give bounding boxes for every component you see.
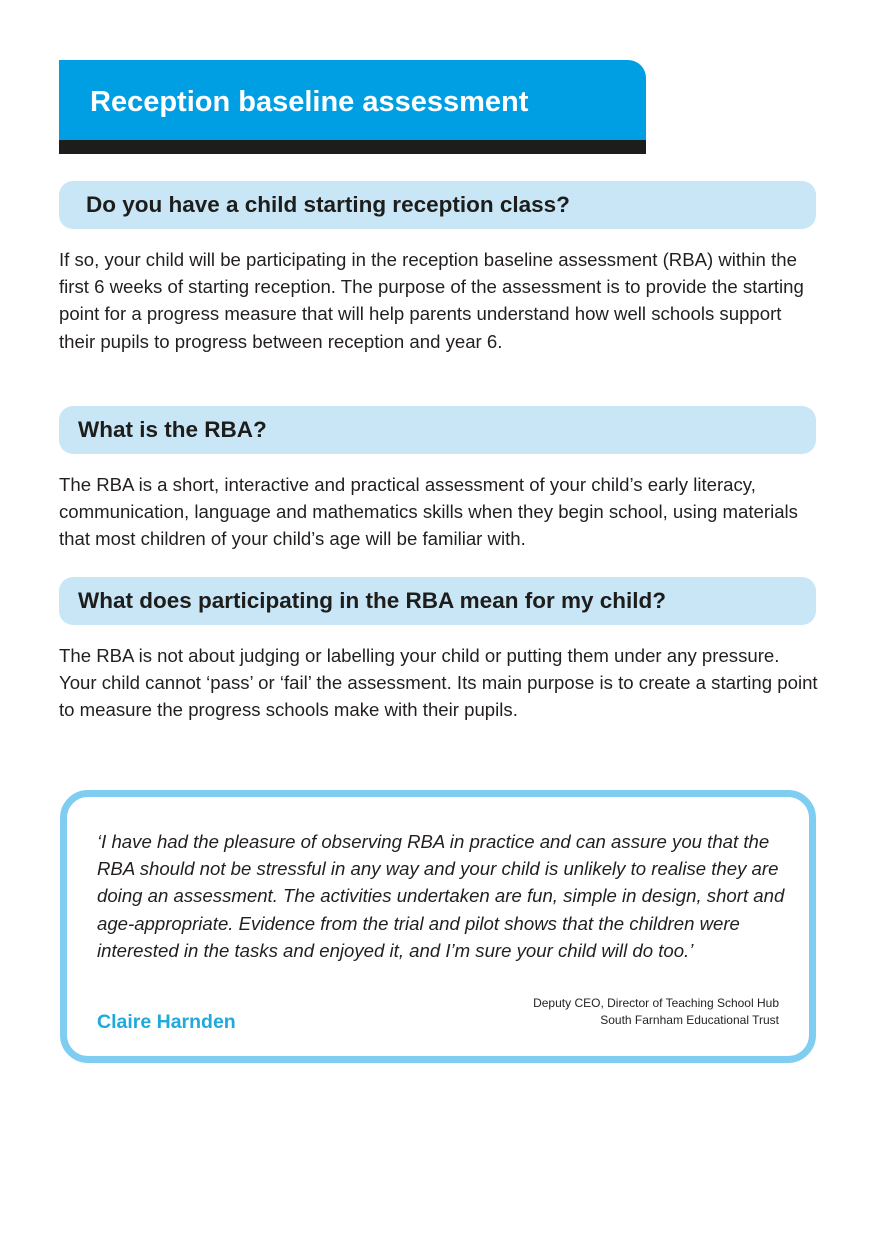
- section-paragraph-what-is-rba: The RBA is a short, interactive and practical assessment of your child’s early literacy, communication, language and mathematics skills when they begin school, using materials that most children of your child’s age will be familiar with.: [59, 474, 798, 550]
- section-heading-rba-meaning: [59, 577, 816, 625]
- author-role-line: Deputy CEO, Director of Teaching School Hub: [533, 996, 779, 1010]
- section-heading-text: What does participating in the RBA mean for my child?: [78, 588, 666, 613]
- title-banner-underline: [59, 140, 646, 154]
- section-heading-what-is-rba: [59, 406, 816, 454]
- title-banner: [59, 60, 646, 154]
- testimonial-quote: ‘I have had the pleasure of observing RBA in practice and can assure you that the RBA should not be stressful in any way and your child is unlikely to realise they are doing an assessment. The activities undertaken are fun, simple in design, short and age-appropriate. Evidence from the trial and pilot shows that the children were interested in the tasks and enjoyed it, and I’m sure your child will do too.’: [97, 831, 785, 961]
- title-banner-background: [59, 60, 646, 140]
- page-title: Reception baseline assessment: [90, 86, 529, 118]
- section-heading-starting-reception: [59, 181, 816, 229]
- testimonial-author-role: [533, 995, 779, 1029]
- section-heading-text: Do you have a child starting reception class?: [86, 192, 570, 217]
- author-organisation-line: South Farnham Educational Trust: [600, 1013, 779, 1027]
- section-paragraph-rba-meaning: The RBA is not about judging or labelling your child or putting them under any pressure. Your child cannot ‘pass’ or ‘fail’ the assessment. Its main purpose is to create a starting point to measure the progress schools make with their pupils.: [59, 645, 818, 721]
- testimonial-author: Claire Harnden: [97, 1011, 236, 1033]
- section-paragraph-starting-reception: If so, your child will be participating in the reception baseline assessment (RBA) within the first 6 weeks of starting reception. The purpose of the assessment is to provide the starting point for a progress measure that will help parents understand how well schools support their pupils to progress between reception and year 6.: [59, 249, 804, 352]
- testimonial-box: [60, 790, 816, 1063]
- section-heading-text: What is the RBA?: [78, 417, 267, 442]
